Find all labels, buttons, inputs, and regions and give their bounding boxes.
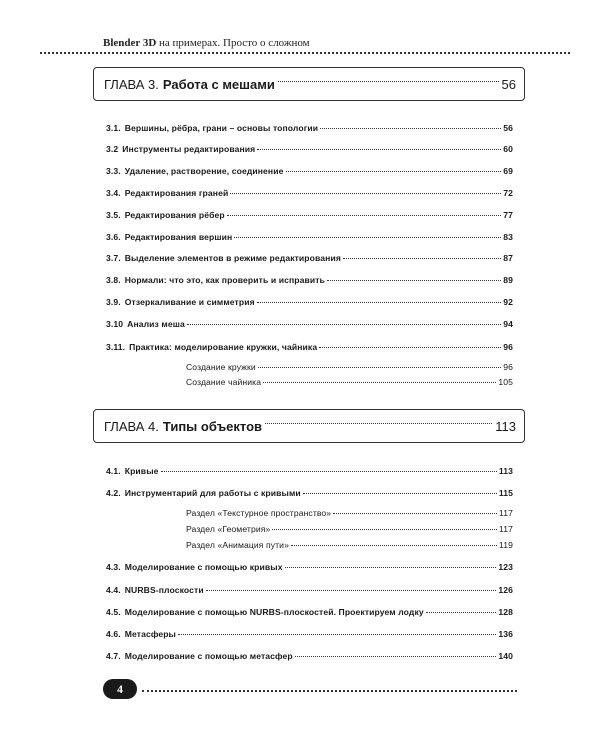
toc-entry-3-1[interactable] xyxy=(106,123,513,133)
dot-leader xyxy=(257,302,502,303)
entry-number: 4.6. xyxy=(106,629,121,639)
dot-leader xyxy=(333,513,497,514)
chapter-label: ГЛАВА 4. xyxy=(104,418,159,434)
entry-title: Моделирование с помощью кривых xyxy=(124,562,283,572)
toc-entry-3-2[interactable] xyxy=(106,144,513,154)
entry-title: Редактирования рёбер xyxy=(124,210,225,220)
toc-subentry[interactable] xyxy=(186,524,513,534)
entry-page: 136 xyxy=(498,629,513,639)
page-number-badge: 4 xyxy=(103,679,137,699)
running-header xyxy=(103,37,310,49)
entry-title: Кривые xyxy=(124,466,159,476)
toc-entry-3-4[interactable] xyxy=(106,188,513,198)
entry-page: 87 xyxy=(503,253,513,263)
entry-page: 140 xyxy=(498,651,513,661)
entry-title: Метасферы xyxy=(124,629,177,639)
toc-entry-3-9[interactable] xyxy=(106,297,513,307)
dot-leader xyxy=(234,237,501,238)
dot-leader xyxy=(230,193,501,194)
toc-entry-4-6[interactable] xyxy=(106,629,513,639)
dot-leader xyxy=(286,171,502,172)
dot-leader xyxy=(285,567,497,568)
entry-title: Создание кружки xyxy=(186,362,256,372)
dot-leader xyxy=(257,149,501,150)
entry-number: 3.10 xyxy=(106,319,124,329)
dot-leader xyxy=(426,612,497,613)
toc-entry-3-5[interactable] xyxy=(106,210,513,220)
toc-entry-3-10[interactable] xyxy=(106,319,513,329)
toc-entry-4-5[interactable] xyxy=(106,607,513,617)
toc-subentry[interactable] xyxy=(186,540,513,550)
entry-page: 105 xyxy=(498,377,513,387)
toc-subentry[interactable] xyxy=(186,377,513,387)
entry-page: 83 xyxy=(503,232,513,242)
entry-page: 117 xyxy=(499,524,513,534)
chapter-title: Типы объектов xyxy=(162,418,263,434)
entry-page: 119 xyxy=(499,540,513,550)
chapter-title: Работа с мешами xyxy=(162,76,275,92)
entry-title: Моделирование с помощью метасфер xyxy=(124,651,293,661)
chapter-page: 113 xyxy=(495,418,516,434)
dot-leader xyxy=(258,367,501,368)
entry-page: 72 xyxy=(503,188,513,198)
toc-entry-3-3[interactable] xyxy=(106,166,513,176)
entry-title: Удаление, растворение, соединение xyxy=(124,166,284,176)
entry-number: 4.3. xyxy=(106,562,121,572)
entry-number: 3.7. xyxy=(106,253,121,263)
entry-title: Раздел «Геометрия» xyxy=(186,524,271,534)
entry-number: 3.4. xyxy=(106,188,121,198)
entry-title: Нормали: что это, как проверить и исправить xyxy=(124,275,325,285)
entry-page: 123 xyxy=(498,562,513,572)
entry-page: 69 xyxy=(503,166,513,176)
toc-subentry[interactable] xyxy=(186,508,513,518)
entry-number: 4.4. xyxy=(106,585,121,595)
entry-title: Инструменты редактирования xyxy=(122,144,256,154)
dot-leader xyxy=(291,545,497,546)
dot-leader xyxy=(320,128,501,129)
toc-entry-4-1[interactable] xyxy=(106,466,513,476)
entry-title: Вершины, рёбра, грани – основы топологии xyxy=(124,123,319,133)
entry-title: NURBS-плоскости xyxy=(124,585,204,595)
entry-page: 96 xyxy=(503,362,513,372)
dot-leader xyxy=(265,423,492,424)
dot-leader xyxy=(303,493,497,494)
toc-entry-3-7[interactable] xyxy=(106,253,513,263)
dot-leader xyxy=(187,324,501,325)
dot-leader xyxy=(272,529,497,530)
dot-leader xyxy=(343,258,501,259)
chapter-4-heading[interactable] xyxy=(93,409,525,443)
entry-title: Редактирования вершин xyxy=(124,232,233,242)
chapter-label: ГЛАВА 3. xyxy=(104,76,159,92)
entry-page: 94 xyxy=(503,319,513,329)
entry-page: 77 xyxy=(503,210,513,220)
entry-number: 3.1. xyxy=(106,123,121,133)
entry-number: 3.3. xyxy=(106,166,121,176)
dot-leader xyxy=(319,347,501,348)
entry-number: 4.2. xyxy=(106,488,121,498)
entry-title: Анализ меша xyxy=(127,319,185,329)
entry-title: Моделирование с помощью NURBS-плоскостей. Проектируем лодку xyxy=(124,607,424,617)
chapter-page: 56 xyxy=(501,76,516,92)
entry-page: 113 xyxy=(498,466,513,476)
entry-page: 126 xyxy=(498,585,513,595)
entry-page: 92 xyxy=(503,297,513,307)
entry-page: 89 xyxy=(503,275,513,285)
dot-leader xyxy=(206,590,497,591)
book-title-rest: на примерах. Просто о сложном xyxy=(156,37,310,49)
dot-leader xyxy=(227,215,501,216)
dot-leader xyxy=(295,656,497,657)
entry-title: Редактирования граней xyxy=(124,188,229,198)
entry-page: 128 xyxy=(498,607,513,617)
entry-page: 96 xyxy=(503,342,513,352)
entry-number: 3.2 xyxy=(106,144,119,154)
toc-entry-3-8[interactable] xyxy=(106,275,513,285)
entry-title: Практика: моделирование кружки, чайника xyxy=(129,342,318,352)
entry-number: 4.5. xyxy=(106,607,121,617)
entry-number: 4.1. xyxy=(106,466,121,476)
entry-title: Создание чайника xyxy=(186,377,262,387)
dot-leader xyxy=(278,81,499,82)
entry-title: Раздел «Анимация пути» xyxy=(186,540,289,550)
entry-title: Инструментарий для работы с кривыми xyxy=(124,488,301,498)
toc-entry-4-3[interactable] xyxy=(106,562,513,572)
dot-leader xyxy=(178,634,496,635)
toc-entry-4-2[interactable] xyxy=(106,488,513,498)
toc-entry-4-4[interactable] xyxy=(106,585,513,595)
entry-title: Раздел «Текстурное пространство» xyxy=(186,508,332,518)
entry-number: 4.7. xyxy=(106,651,121,661)
header-dotted-rule xyxy=(40,52,570,54)
footer-dotted-rule xyxy=(142,690,517,692)
entry-number: 3.11. xyxy=(106,342,126,352)
entry-number: 3.9. xyxy=(106,297,121,307)
entry-page: 117 xyxy=(499,508,513,518)
entry-page: 56 xyxy=(503,123,513,133)
chapter-3-heading[interactable] xyxy=(93,67,525,101)
entry-title: Отзеркаливание и симметрия xyxy=(124,297,255,307)
toc-entry-3-6[interactable] xyxy=(106,232,513,242)
dot-leader xyxy=(161,471,497,472)
toc-subentry[interactable] xyxy=(186,362,513,372)
book-title-bold: Blender 3D xyxy=(103,37,157,49)
entry-number: 3.5. xyxy=(106,210,121,220)
dot-leader xyxy=(327,280,501,281)
entry-number: 3.8. xyxy=(106,275,121,285)
dot-leader xyxy=(263,382,496,383)
entry-title: Выделение элементов в режиме редактирования xyxy=(124,253,341,263)
entry-page: 60 xyxy=(503,144,513,154)
entry-page: 115 xyxy=(498,488,513,498)
entry-number: 3.6. xyxy=(106,232,121,242)
toc-entry-4-7[interactable] xyxy=(106,651,513,661)
toc-entry-3-11[interactable] xyxy=(106,342,513,352)
